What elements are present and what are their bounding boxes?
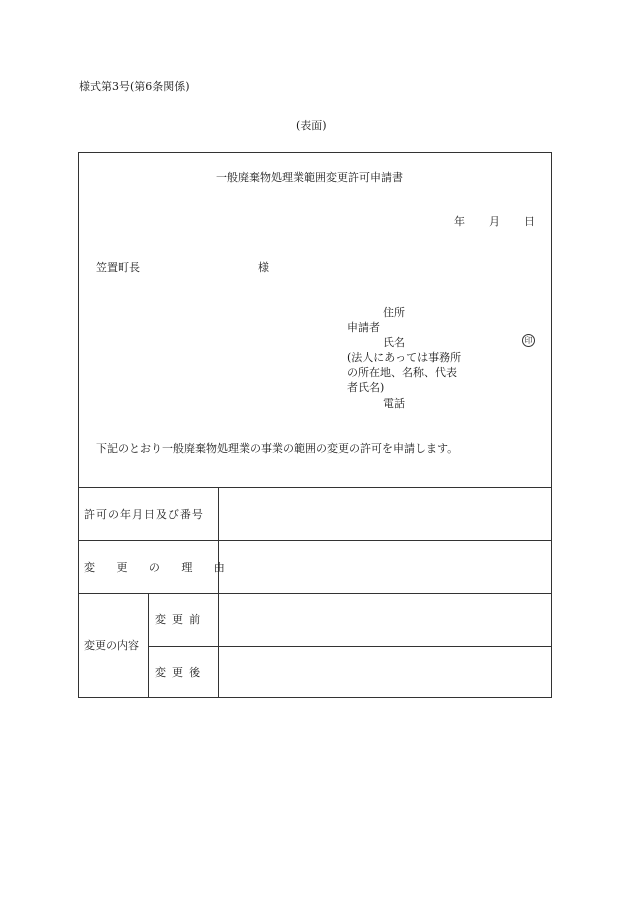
table-divider-top (78, 487, 552, 488)
permit-date-number-label: 許可の年月日及び番号 (84, 508, 204, 521)
date-year-label: 年 (454, 215, 465, 228)
addressee-honorific: 様 (258, 261, 269, 274)
change-content-label: 変更の内容 (84, 639, 139, 652)
applicant-phone-label: 電話 (383, 397, 405, 410)
change-reason-field[interactable] (220, 542, 550, 592)
change-reason-label: 変更の理由 (84, 561, 247, 574)
form-title: 一般廃棄物処理業範囲変更許可申請書 (216, 171, 403, 184)
applicant-role-label: 申請者 (347, 321, 380, 334)
table-divider-2 (78, 540, 552, 541)
application-statement: 下記のとおり一般廃棄物処理業の事業の範囲の変更の許可を申請します。 (96, 442, 459, 455)
after-change-field[interactable] (220, 648, 550, 697)
applicant-name-label: 氏名 (383, 336, 405, 349)
form-number: 様式第3号(第6条関係) (79, 80, 190, 93)
applicant-note-line1: (法人にあっては事務所 (347, 351, 462, 364)
applicant-note-line2: の所在地、名称、代表 (347, 366, 457, 379)
table-divider-sub (148, 646, 552, 647)
after-change-label: 変更後 (155, 666, 207, 679)
page-side-label: (表面) (296, 119, 327, 132)
seal-mark: 印 (522, 334, 535, 347)
date-day-label: 日 (524, 215, 535, 228)
table-divider-3 (78, 593, 552, 594)
table-sub-column-divider (148, 593, 149, 698)
applicant-address-label: 住所 (383, 306, 405, 319)
date-month-label: 月 (489, 215, 500, 228)
before-change-field[interactable] (220, 595, 550, 645)
table-label-column-divider (218, 487, 219, 698)
applicant-note-line3: 者氏名) (347, 381, 385, 394)
addressee-name: 笠置町長 (96, 261, 140, 274)
permit-date-number-field[interactable] (220, 489, 550, 539)
before-change-label: 変更前 (155, 613, 207, 626)
